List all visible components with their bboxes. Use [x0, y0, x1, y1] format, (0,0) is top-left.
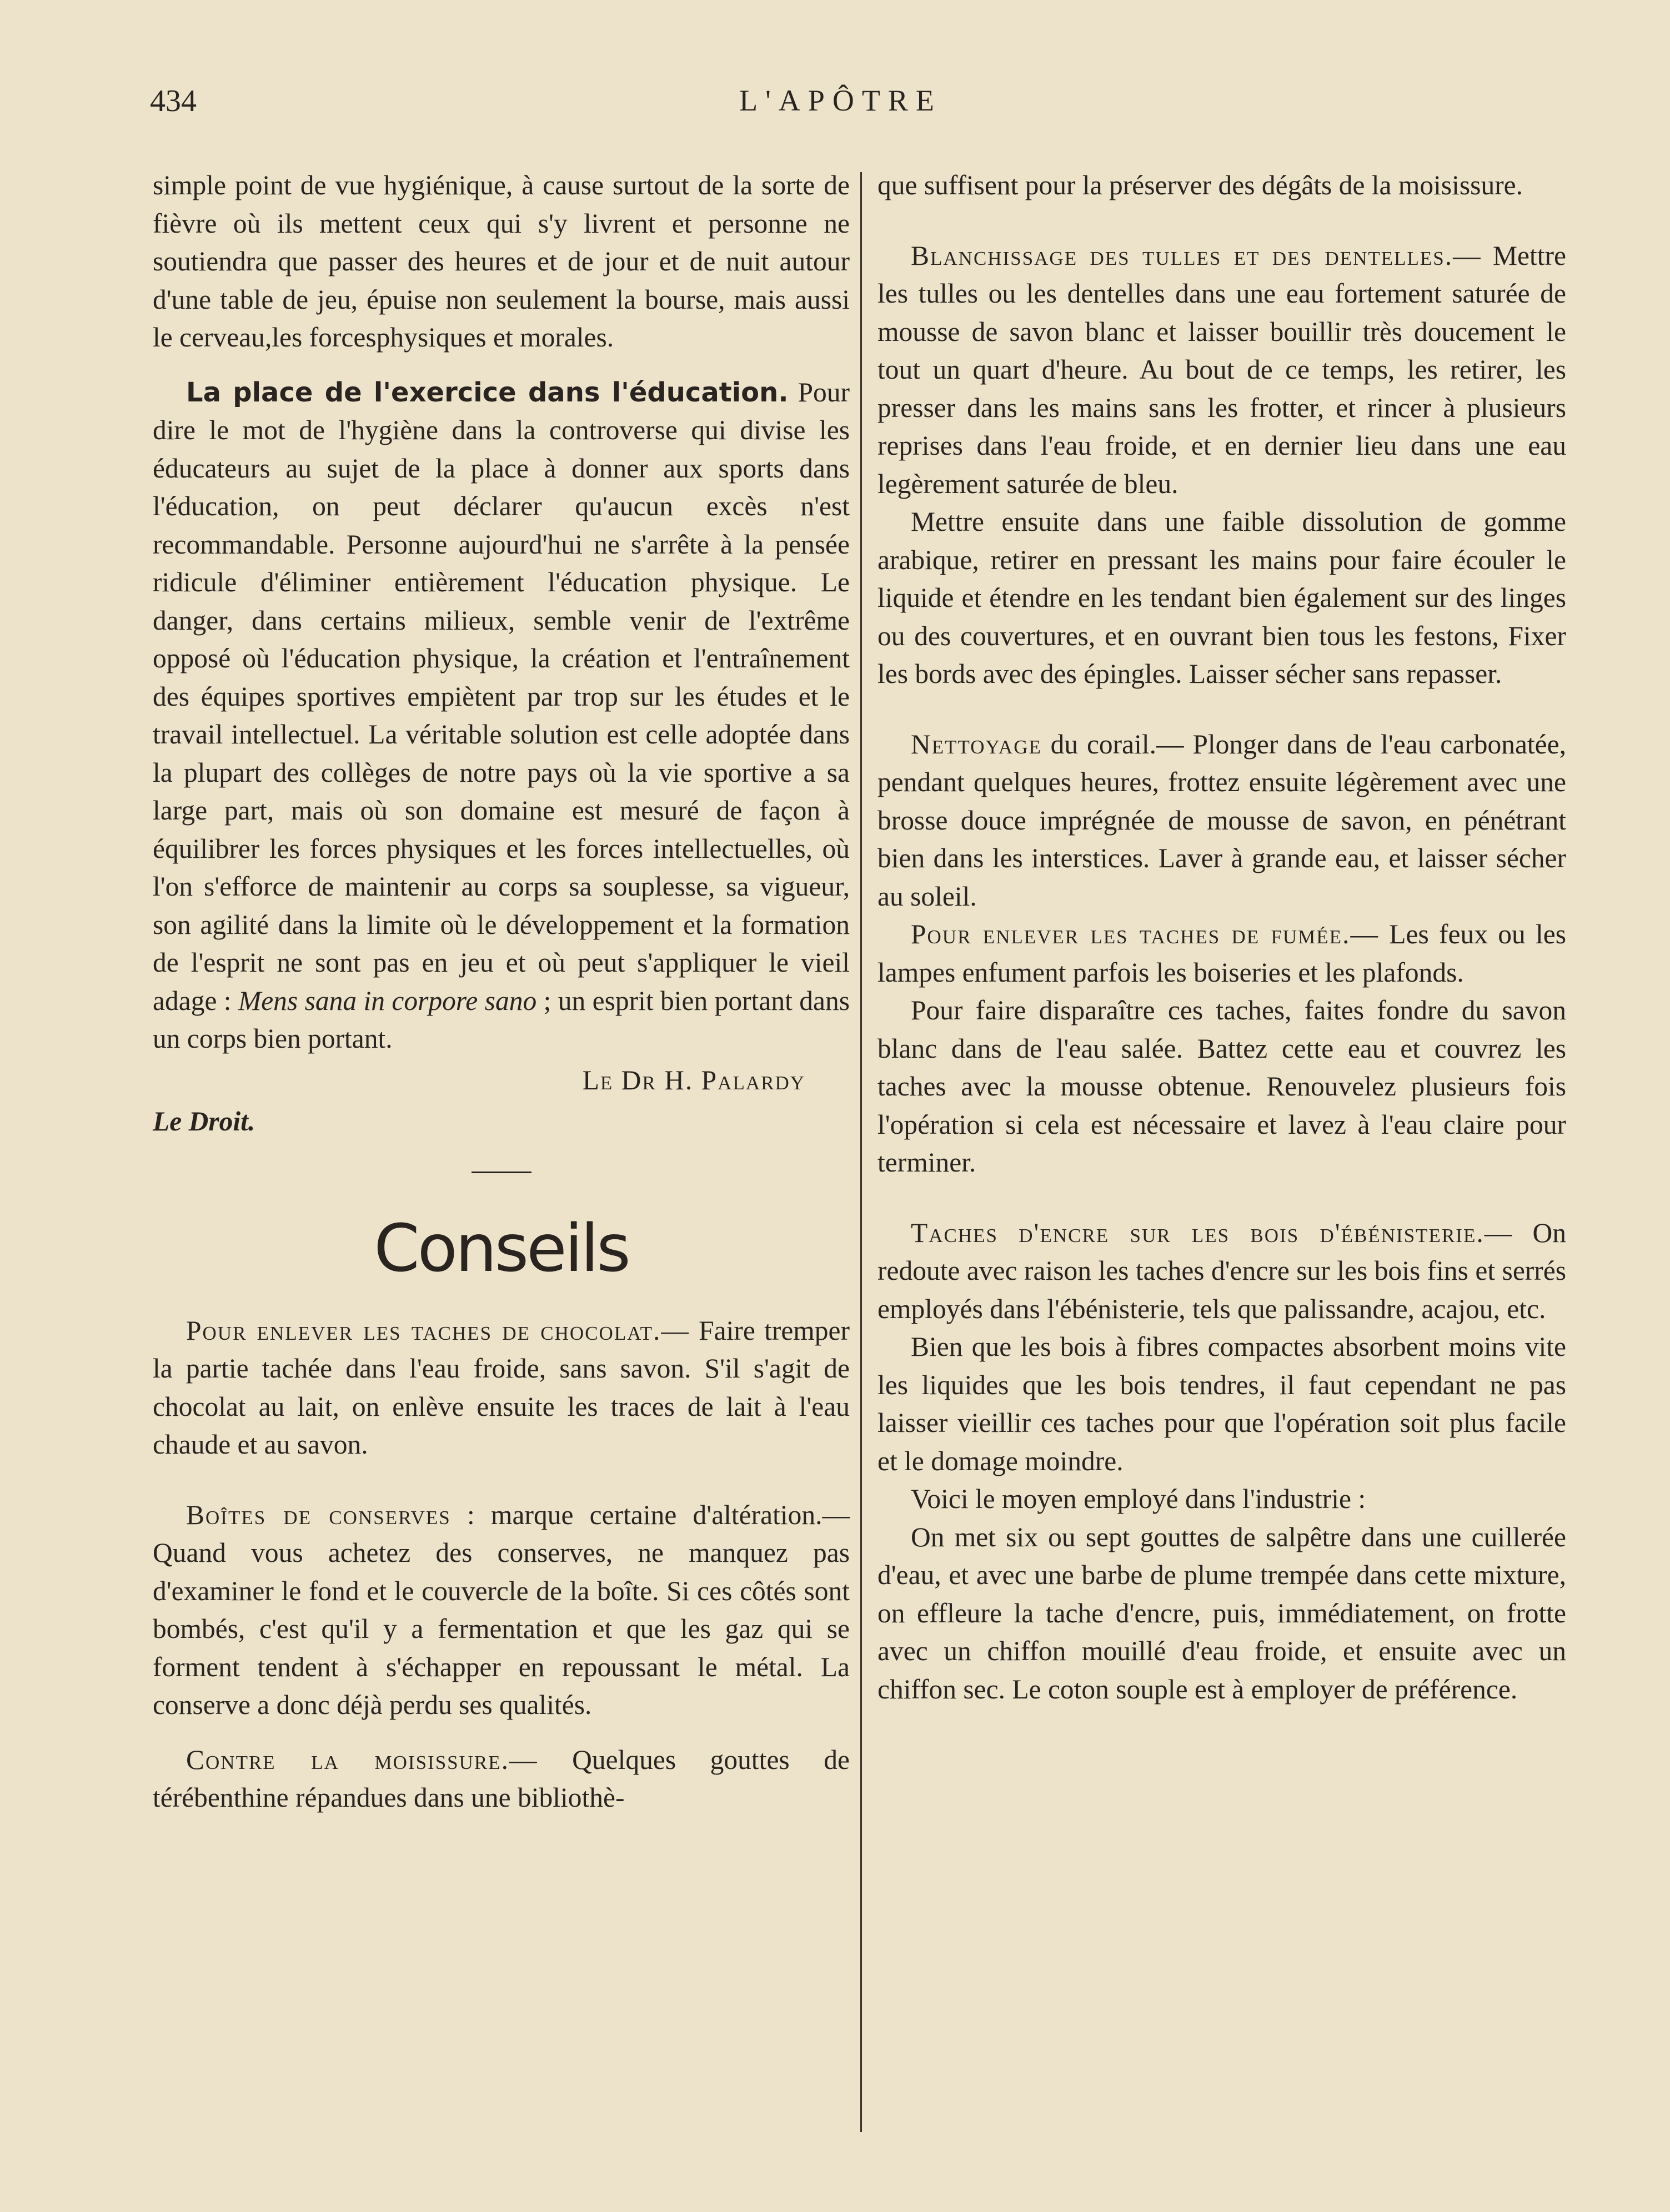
- chocolat-body: Faire tremper la partie tachée dans l'eau froide, sans savon. S'il s'agit de chocolat au lait, on enlève ensuite les traces de lait à l'eau chaude et au savon.: [153, 1315, 850, 1460]
- exercise-body-2: ; un esprit bien portant dans un corps bien portant.: [153, 985, 850, 1054]
- encre-paragraph-3: Voici le moyen employé dans l'industrie :: [911, 1484, 1366, 1514]
- page-number: 434: [150, 84, 197, 118]
- tulles-heading: Blanchissage des tulles et des dentelles.—: [911, 240, 1482, 271]
- fumee-paragraph-2: Pour faire disparaître ces taches, faites fondre du savon blanc dans de l'eau salée. Battez cette eau et couvrez les taches avec la mousse obtenue. Renouvelez plusieurs fois l'opération si cela est nécessaire et lavez à l'eau claire pour terminer.: [877, 995, 1566, 1178]
- column-divider: [860, 172, 862, 2132]
- encre-body: On redoute avec raison les taches d'encre sur les bois fins et serrés employés dans l'ébénisterie, tels que palissandre, acajou, etc.: [877, 1217, 1567, 1324]
- conserves-heading: Boîtes de conserves: [186, 1499, 451, 1530]
- moisissure-paragraph: [153, 1741, 850, 1817]
- tulles-paragraph-2: Mettre ensuite dans une faible dissolution de gomme arabique, retirer en pressant les mains pour faire écouler le liquide et étendre en les tendant bien également sur des linges ou des couvertures, et en ouvrant bien tous les festons, Fixer les bords avec des épingles. Laisser sécher sans repasser.: [877, 506, 1566, 689]
- chocolat-heading: Pour enlever les taches de chocolat.—: [186, 1315, 690, 1346]
- exercise-latin: Mens sana in corpore sano: [238, 985, 537, 1016]
- corail-paragraph: [877, 726, 1566, 916]
- exercise-body-1: Pour dire le mot de l'hygiène dans la controverse qui divise les éducateurs au sujet de la place à donner aux sports dans l'éducation, on peut déclarer qu'aucun excès n'est recommandable. Personne aujourd'hui ne s'arrête à la pensée ridicule d'éliminer entièrement l'éducation physique. Le danger, dans certains milieux, semble venir de l'extrême opposé où l'éducation physique, la création et l'entraînement des équipes sportives empiètent par trop sur les études et le travail intellectuel. La véritable solution est celle adoptée dans la plupart des collèges de notre pays où la vie sportive a sa large part, mais où son domaine est mesuré de façon à équilibrer les forces physiques et les forces intellectuelles, où l'on s'efforce de maintenir au corps sa souplesse, sa vigueur, son agilité dans la limite où le développement et la formation de l'esprit ne sont pas en jeu et où peut s'appliquer le vieil adage :: [153, 376, 850, 1016]
- encre-paragraph-2: Bien que les bois à fibres compactes absorbent moins vite les liquides que les bois tendres, il faut cependant ne pas laisser vieillir ces taches pour que l'opération soit plus facile et le domage moindre.: [877, 1331, 1566, 1476]
- encre-paragraph: [877, 1214, 1566, 1329]
- tulles-paragraph: [877, 237, 1566, 504]
- corail-heading: Nettoyage: [911, 728, 1042, 760]
- tulles-body: Mettre les tulles ou les dentelles dans une eau fortement saturée de mousse de savon blanc et laisser bouillir très doucement le tout un quart d'heure. Au bout de ce temps, les retirer, les presser dans les mains sans les frotter, et rincer à plusieurs reprises dans l'eau froide, et en dernier lieu dans une eau legèrement saturée de bleu.: [877, 240, 1566, 499]
- corail-heading-rest: du corail.—: [1050, 728, 1184, 760]
- page-header: [150, 83, 1531, 128]
- exercise-article: [153, 374, 850, 1058]
- left-column: [153, 167, 850, 1817]
- conserves-body: : marque certaine d'altération.— Quand vous achetez des conserves, ne manquez pas d'examiner le fond et le couvercle de la boîte. Si ces côtés sont bombés, c'est qu'il y a fermentation et que les gaz qui se forment tendent à s'échapper en repoussant le métal. La conserve a donc déjà perdu ses qualités.: [153, 1499, 850, 1720]
- corail-body: Plonger dans de l'eau carbonatée, pendant quelques heures, frottez ensuite légèrement avec une brosse douce imprégnée de mousse de savon, en pénétrant bien dans les interstices. Laver à grande eau, et laisser sécher au soleil.: [877, 728, 1566, 912]
- signature: Le Dr H. Palardy: [582, 1064, 805, 1095]
- moisissure-continued: que suffisent pour la préserver des dégâts de la moisissure.: [877, 170, 1523, 200]
- section-title: Conseils: [374, 1209, 629, 1286]
- exercise-heading: La place de l'exercice dans l'éducation.: [186, 376, 789, 408]
- fumee-body: Les feux ou les lampes enfument parfois les boiseries et les plafonds.: [877, 919, 1566, 988]
- source: Le Droit.: [153, 1106, 255, 1137]
- chocolat-paragraph: [153, 1312, 850, 1464]
- conserves-paragraph: [153, 1496, 850, 1725]
- running-title: L'APÔTRE: [739, 84, 942, 117]
- encre-heading: Taches d'encre sur les bois d'ébénisterie.—: [911, 1217, 1513, 1248]
- moisissure-body: Quelques gouttes de térébenthine répandues dans une bibliothè-: [153, 1744, 850, 1813]
- fumee-paragraph: [877, 916, 1566, 992]
- intro-paragraph: simple point de vue hygiénique, à cause surtout de la sorte de fièvre où ils mettent ceux qui s'y livrent et personne ne soutiendra que passer des heures et de jour et de nuit autour d'une table de jeu, épuise non seulement la bourse, mais aussi le cerveau,les forcesphysiques et morales.: [153, 170, 850, 353]
- moisissure-heading: Contre la moisissure.—: [186, 1744, 538, 1775]
- encre-paragraph-4: On met six ou sept gouttes de salpêtre dans une cuillerée d'eau, et avec une barbe de plume trempée dans cette mixture, on effleure la tache d'encre, puis, immédiatement, on frotte avec un chiffon mouillé d'eau froide, et ensuite avec un chiffon sec. Le coton souple est à employer de préférence.: [877, 1521, 1566, 1705]
- right-column: [877, 167, 1566, 1708]
- fumee-heading: Pour enlever les taches de fumée.—: [911, 919, 1379, 949]
- section-separator: [472, 1172, 531, 1173]
